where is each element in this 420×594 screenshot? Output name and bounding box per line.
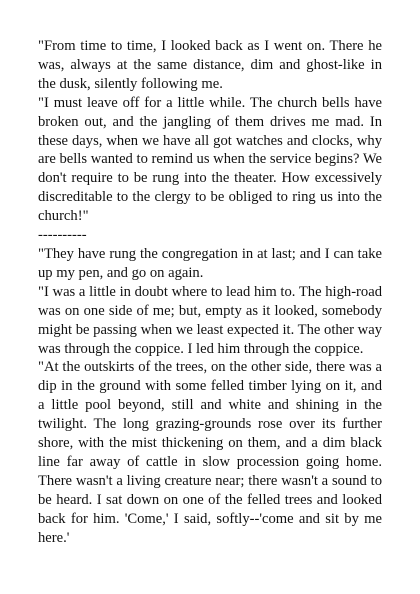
paragraph-congregation: "They have rung the congregation in at last; and I can take up my pen, and go on again. bbox=[38, 245, 382, 281]
section-separator: ---------- bbox=[38, 227, 87, 244]
document-page bbox=[38, 37, 382, 547]
paragraph-church-bells: "I must leave off for a little while. The church bells have broken out, and the jangling of them drives me mad. In these days, when we have all got watches and clocks, why are bells wanted to remind us when the service begins? We don't require to be rung into the theater. How excessively discreditable to the clergy to be obliged to ring us into the church!" bbox=[38, 94, 382, 225]
paragraph-where-to-lead: "I was a little in doubt where to lead him to. The high-road was on one side of me; but, empty as it looked, somebody might be passing when we least expected it. The other way was through the coppice. I led him through the coppice. bbox=[38, 283, 382, 357]
paragraph-looked-back: "From time to time, I looked back as I went on. There he was, always at the same distance, dim and ghost-like in the dusk, silently following me. bbox=[38, 38, 382, 92]
paragraph-outskirts: "At the outskirts of the trees, on the other side, there was a dip in the ground with some felled timber lying on it, and a little pool beyond, still and white and shining in the twilight. The long grazing-grounds rose over its further shore, with the mist thickening on them, and a dim black line far away of cattle in slow procession going home. There wasn't a living creature near; there wasn't a sound to be heard. I sat down on one of the felled trees and looked back for him. 'Come,' I said, softly--'come and sit by me here.' bbox=[38, 359, 382, 546]
